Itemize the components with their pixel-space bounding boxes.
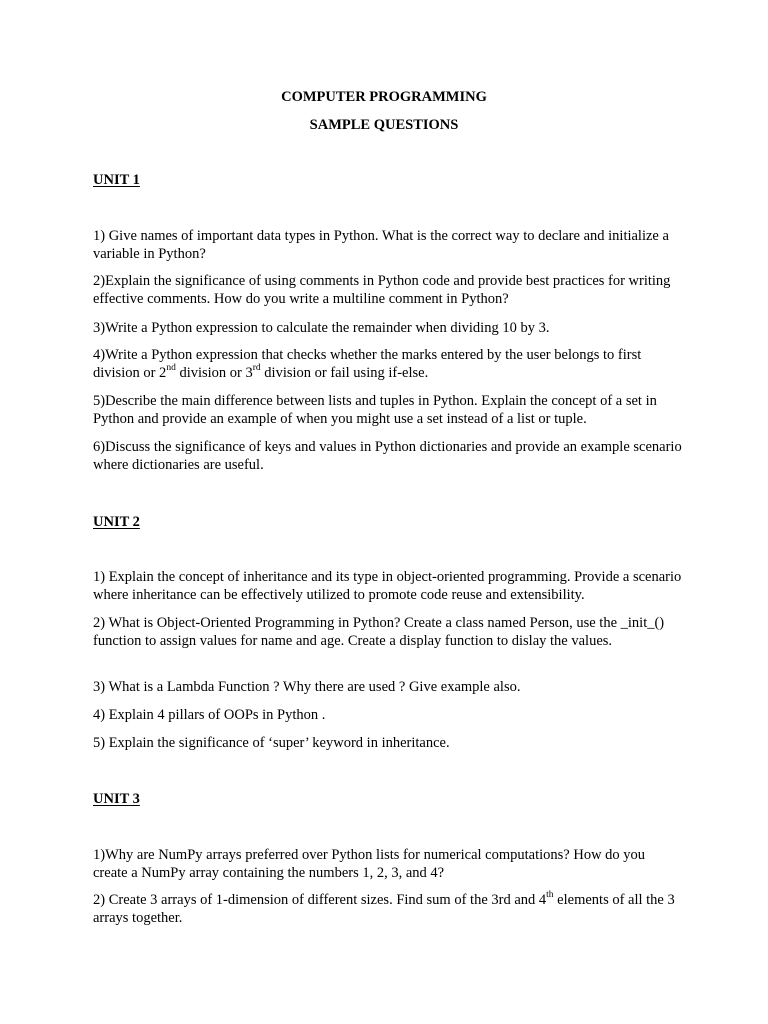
unit-2-heading: UNIT 2 xyxy=(93,514,140,530)
unit-1-question-5: 5)Describe the main difference between lists and tuples in Python. Explain the concept of a set in Python and provide an example of when you might use a set instead of a list or tuple. xyxy=(93,393,657,428)
unit-3-question-2-sup: th xyxy=(546,890,554,901)
unit-2-question-3: 3) What is a Lambda Function ? Why there are used ? Give example also. xyxy=(93,679,521,695)
unit-1-heading: UNIT 1 xyxy=(93,172,140,188)
unit-1-question-4-text-b: division or 3 xyxy=(175,365,253,382)
unit-1-question-3: 3)Write a Python expression to calculate the remainder when dividing 10 by 3. xyxy=(93,320,550,336)
unit-3-question-2-text-b: elements of all the 3 arrays together. xyxy=(93,892,675,927)
unit-3-question-2-text-a: 2) Create 3 arrays of 1-dimension of different sizes. Find sum of the 3rd and 4 xyxy=(93,892,547,908)
unit-1-question-4-sup-a: nd xyxy=(166,363,176,374)
unit-1-question-4 xyxy=(93,346,683,382)
document-subtitle: SAMPLE QUESTIONS xyxy=(309,117,459,133)
unit-1-question-6: 6)Discuss the significance of keys and values in Python dictionaries and provide an example scenario where dictionaries are useful. xyxy=(93,439,682,474)
unit-2-question-2: 2) What is Object-Oriented Programming in Python? Create a class named Person, use the _init_() function to assign values for name and age. Create a display function to dislay the values. xyxy=(93,615,665,650)
unit-3-question-1: 1)Why are NumPy arrays preferred over Python lists for numerical computations? How do you create a NumPy array containing the numbers 1, 2, 3, and 4? xyxy=(93,847,646,882)
unit-3-question-2 xyxy=(93,891,683,927)
unit-1-question-4-text-c: division or fail using if-else. xyxy=(260,365,429,382)
unit-2-question-1: 1) Explain the concept of inheritance and its type in object-oriented programming. Provide a scenario where inheritance can be effectively utilized to promote code reuse and extensibility. xyxy=(93,569,682,604)
unit-1-question-4-text-a: 4)Write a Python expression that checks whether the marks entered by the user belongs to first division or 2 xyxy=(93,347,642,382)
document-title: COMPUTER PROGRAMMING xyxy=(281,89,487,105)
unit-3-heading: UNIT 3 xyxy=(93,791,140,807)
unit-1-question-1: 1) Give names of important data types in Python. What is the correct way to declare and initialize a variable in Python? xyxy=(93,228,669,263)
unit-2-question-5: 5) Explain the significance of ‘super’ keyword in inheritance. xyxy=(93,735,450,751)
unit-2-question-4: 4) Explain 4 pillars of OOPs in Python . xyxy=(93,707,326,723)
unit-1-question-4-sup-b: rd xyxy=(252,363,261,374)
unit-1-question-2: 2)Explain the significance of using comments in Python code and provide best practices for writing effective comments. How do you write a multiline comment in Python? xyxy=(93,273,671,308)
